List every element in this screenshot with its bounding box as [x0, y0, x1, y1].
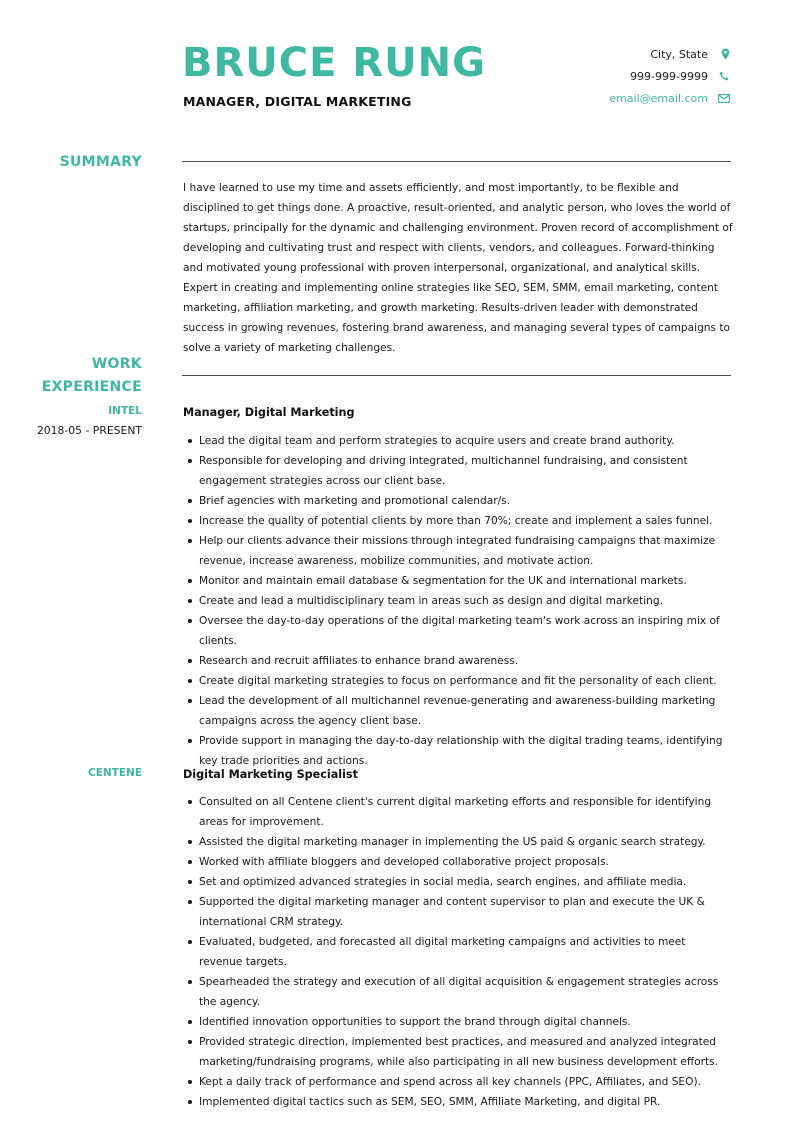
contact-email[interactable]	[609, 87, 730, 109]
phone-text: 999-999-9999	[630, 69, 708, 83]
map-pin-icon	[716, 48, 730, 60]
list-item: Spearheaded the strategy and execution of all digital acquisition & engagement strategies across the agency.	[183, 972, 731, 1012]
list-item: Worked with affiliate bloggers and developed collaborative project proposals.	[183, 852, 731, 872]
job-bullets	[183, 431, 731, 771]
summary-heading: SUMMARY	[59, 154, 142, 170]
list-item: Lead the development of all multichannel revenue-generating and awareness-building marketing campaigns across the agency client base.	[183, 691, 731, 731]
contact-block	[609, 43, 730, 109]
list-item: Responsible for developing and driving integrated, multichannel fundraising, and consistent engagement strategies across our client base.	[183, 451, 731, 491]
contact-location	[609, 43, 730, 65]
email-link[interactable]: email@email.com	[609, 91, 708, 105]
list-item: Monitor and maintain email database & segmentation for the UK and international markets.	[183, 571, 731, 591]
list-item: Assisted the digital marketing manager in implementing the US paid & organic search strategy.	[183, 832, 731, 852]
job-company: INTEL	[108, 405, 142, 417]
experience-heading-line1: WORK	[91, 356, 142, 372]
list-item: Consulted on all Centene client's current digital marketing efforts and responsible for identifying areas for improvement.	[183, 792, 731, 832]
list-item: Evaluated, budgeted, and forecasted all digital marketing campaigns and activities to meet revenue targets.	[183, 932, 731, 972]
experience-divider	[182, 375, 731, 376]
list-item: Research and recruit affiliates to enhance brand awareness.	[183, 651, 731, 671]
job-dates: 2018-05 - PRESENT	[36, 424, 142, 437]
list-item: Identified innovation opportunities to support the brand through digital channels.	[183, 1012, 731, 1032]
list-item: Set and optimized advanced strategies in social media, search engines, and affiliate media.	[183, 872, 731, 892]
location-text: City, State	[650, 47, 708, 61]
experience-heading-line2: EXPERIENCE	[41, 379, 142, 395]
candidate-title: MANAGER, DIGITAL MARKETING	[183, 94, 412, 109]
envelope-icon	[716, 94, 730, 103]
list-item: Supported the digital marketing manager and content supervisor to plan and execute the UK & international CRM strategy.	[183, 892, 731, 932]
job-role: Digital Marketing Specialist	[183, 768, 358, 781]
summary-text: I have learned to use my time and assets efficiently, and most importantly, to be flexible and disciplined to get things done. A proactive, result-oriented, and analytic person, who loves the world of startups, principally for the dynamic and challenging environment. Proven record of accomplishment of developing and cultivating trust and respect with clients, vendors, and colleagues. Forward-thinking and motivated young professional with proven interpersonal, organizational, and analytical skills. Expert in creating and implementing online strategies like SEO, SEM, SMM, email marketing, content marketing, affiliation marketing, and growth marketing. Results-driven leader with demonstrated success in growing revenues, fostering brand awareness, and managing several types of campaigns to solve a variety of marketing challenges.	[183, 182, 733, 354]
list-item: Increase the quality of potential clients by more than 70%; create and implement a sales funnel.	[183, 511, 731, 531]
list-item: Create and lead a multidisciplinary team in areas such as design and digital marketing.	[183, 591, 731, 611]
candidate-name: BRUCE RUNG	[182, 40, 486, 86]
list-item: Oversee the day-to-day operations of the digital marketing team's work across an inspiring mix of clients.	[183, 611, 731, 651]
job-company: CENTENE	[88, 767, 142, 779]
list-item: Kept a daily track of performance and spend across all key channels (PPC, Affiliates, and SEO).	[183, 1072, 731, 1092]
job-role: Manager, Digital Marketing	[183, 406, 355, 419]
list-item: Help our clients advance their missions through integrated fundraising campaigns that maximize revenue, increase awareness, mobilize communities, and motivate action.	[183, 531, 731, 571]
phone-icon	[716, 71, 730, 82]
list-item: Provided strategic direction, implemented best practices, and measured and analyzed integrated marketing/fundraising programs, while also participating in all new business development efforts.	[183, 1032, 731, 1072]
list-item: Implemented digital tactics such as SEM, SEO, SMM, Affiliate Marketing, and digital PR.	[183, 1092, 731, 1112]
list-item: Brief agencies with marketing and promotional calendar/s.	[183, 491, 731, 511]
summary-divider	[182, 161, 731, 162]
contact-phone	[609, 65, 730, 87]
list-item: Lead the digital team and perform strategies to acquire users and create brand authority.	[183, 431, 731, 451]
job-bullets	[183, 792, 731, 1112]
list-item: Provide support in managing the day-to-day relationship with the digital trading teams, identifying key trade priorities and actions.	[183, 731, 731, 771]
list-item: Create digital marketing strategies to focus on performance and fit the personality of each client.	[183, 671, 731, 691]
